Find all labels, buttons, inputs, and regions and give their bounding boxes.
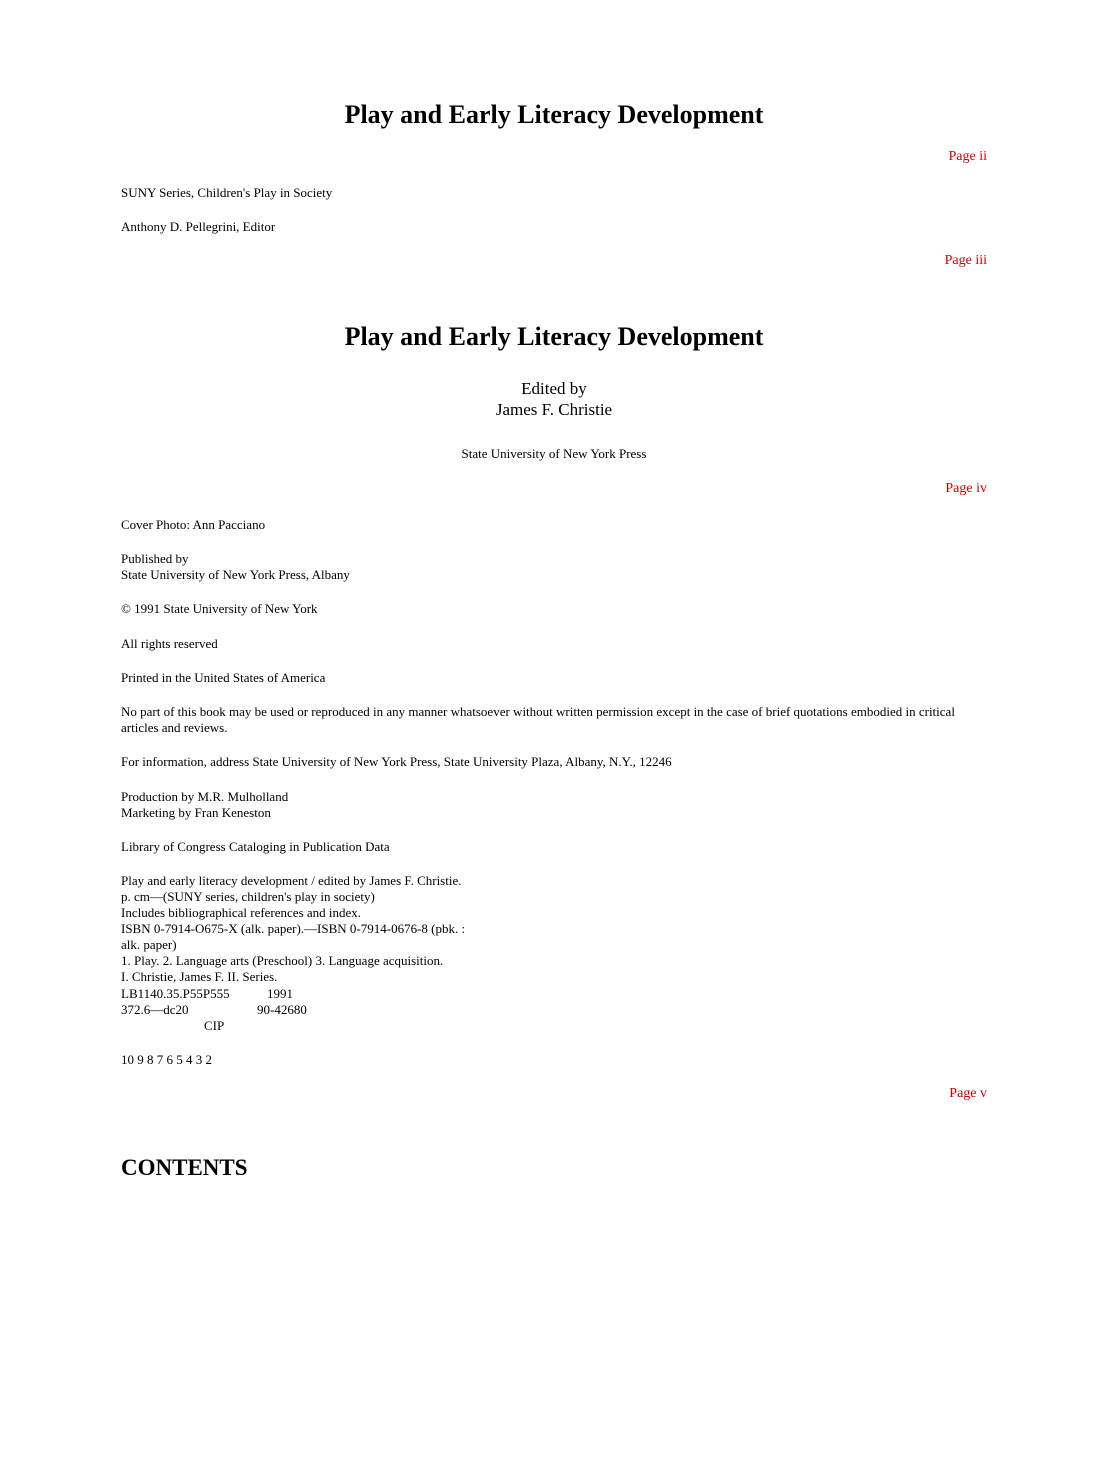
published-by-label: Published by xyxy=(121,551,189,566)
call-year: 1991 xyxy=(267,986,293,1001)
permission-paragraph: No part of this book may be used or reproduced in any manner whatsoever without written permission except in the case of brief quotations embodied in critical articles and reviews. xyxy=(121,704,955,735)
edited-by-label: Edited by xyxy=(521,379,587,398)
call-number-row xyxy=(121,986,421,1002)
cip-line: alk. paper) xyxy=(121,937,177,952)
page-marker-v: Page v xyxy=(949,1086,987,1101)
half-title: Play and Early Literacy Development xyxy=(344,100,764,129)
contents-heading: CONTENTS xyxy=(121,1155,248,1180)
editor-name: James F. Christie xyxy=(495,400,613,419)
cip-line: I. Christie, James F. II. Series. xyxy=(121,969,278,984)
rights-line: All rights reserved xyxy=(121,636,218,651)
information-line: For information, address State University of New York Press, State University Plaza, Albany, N.Y., 12246 xyxy=(121,754,672,769)
copyright-line: © 1991 State University of New York xyxy=(121,601,318,616)
cip-line: Includes bibliographical references and index. xyxy=(121,905,362,920)
printed-line: Printed in the United States of America xyxy=(121,670,326,685)
published-place: State University of New York Press, Albany xyxy=(121,567,350,582)
page-marker-ii: Page ii xyxy=(948,149,987,164)
lccn-number: 90-42680 xyxy=(257,1002,307,1017)
printing-line: 10 9 8 7 6 5 4 3 2 xyxy=(121,1052,212,1067)
title-page-title: Play and Early Literacy Development xyxy=(344,322,764,351)
series-line: SUNY Series, Children's Play in Society xyxy=(121,185,333,200)
page-marker-iii: Page iii xyxy=(944,253,987,268)
call-number: LB1140.35.P55P555 xyxy=(121,986,230,1001)
series-editor-line: Anthony D. Pellegrini, Editor xyxy=(121,219,276,234)
cip-line: p. cm—(SUNY series, children's play in society) xyxy=(121,889,375,904)
cip-line: Play and early literacy development / edited by James F. Christie. xyxy=(121,873,462,888)
marketing-credit: Marketing by Fran Keneston xyxy=(121,805,271,820)
cip-label: CIP xyxy=(204,1018,225,1033)
cover-photo-credit: Cover Photo: Ann Pacciano xyxy=(121,517,266,532)
production-credit: Production by M.R. Mulholland xyxy=(121,789,289,804)
loc-heading: Library of Congress Cataloging in Publication Data xyxy=(121,839,390,854)
publisher-name: State University of New York Press xyxy=(461,446,647,461)
dewey-row xyxy=(121,1002,421,1018)
cip-line: ISBN 0-7914-O675-X (alk. paper).—ISBN 0-7914-0676-8 (pbk. : xyxy=(121,921,466,936)
dewey-number: 372.6—dc20 xyxy=(121,1002,189,1017)
page-marker-iv: Page iv xyxy=(945,481,987,496)
cip-line: 1. Play. 2. Language arts (Preschool) 3. Language acquisition. xyxy=(121,953,444,968)
